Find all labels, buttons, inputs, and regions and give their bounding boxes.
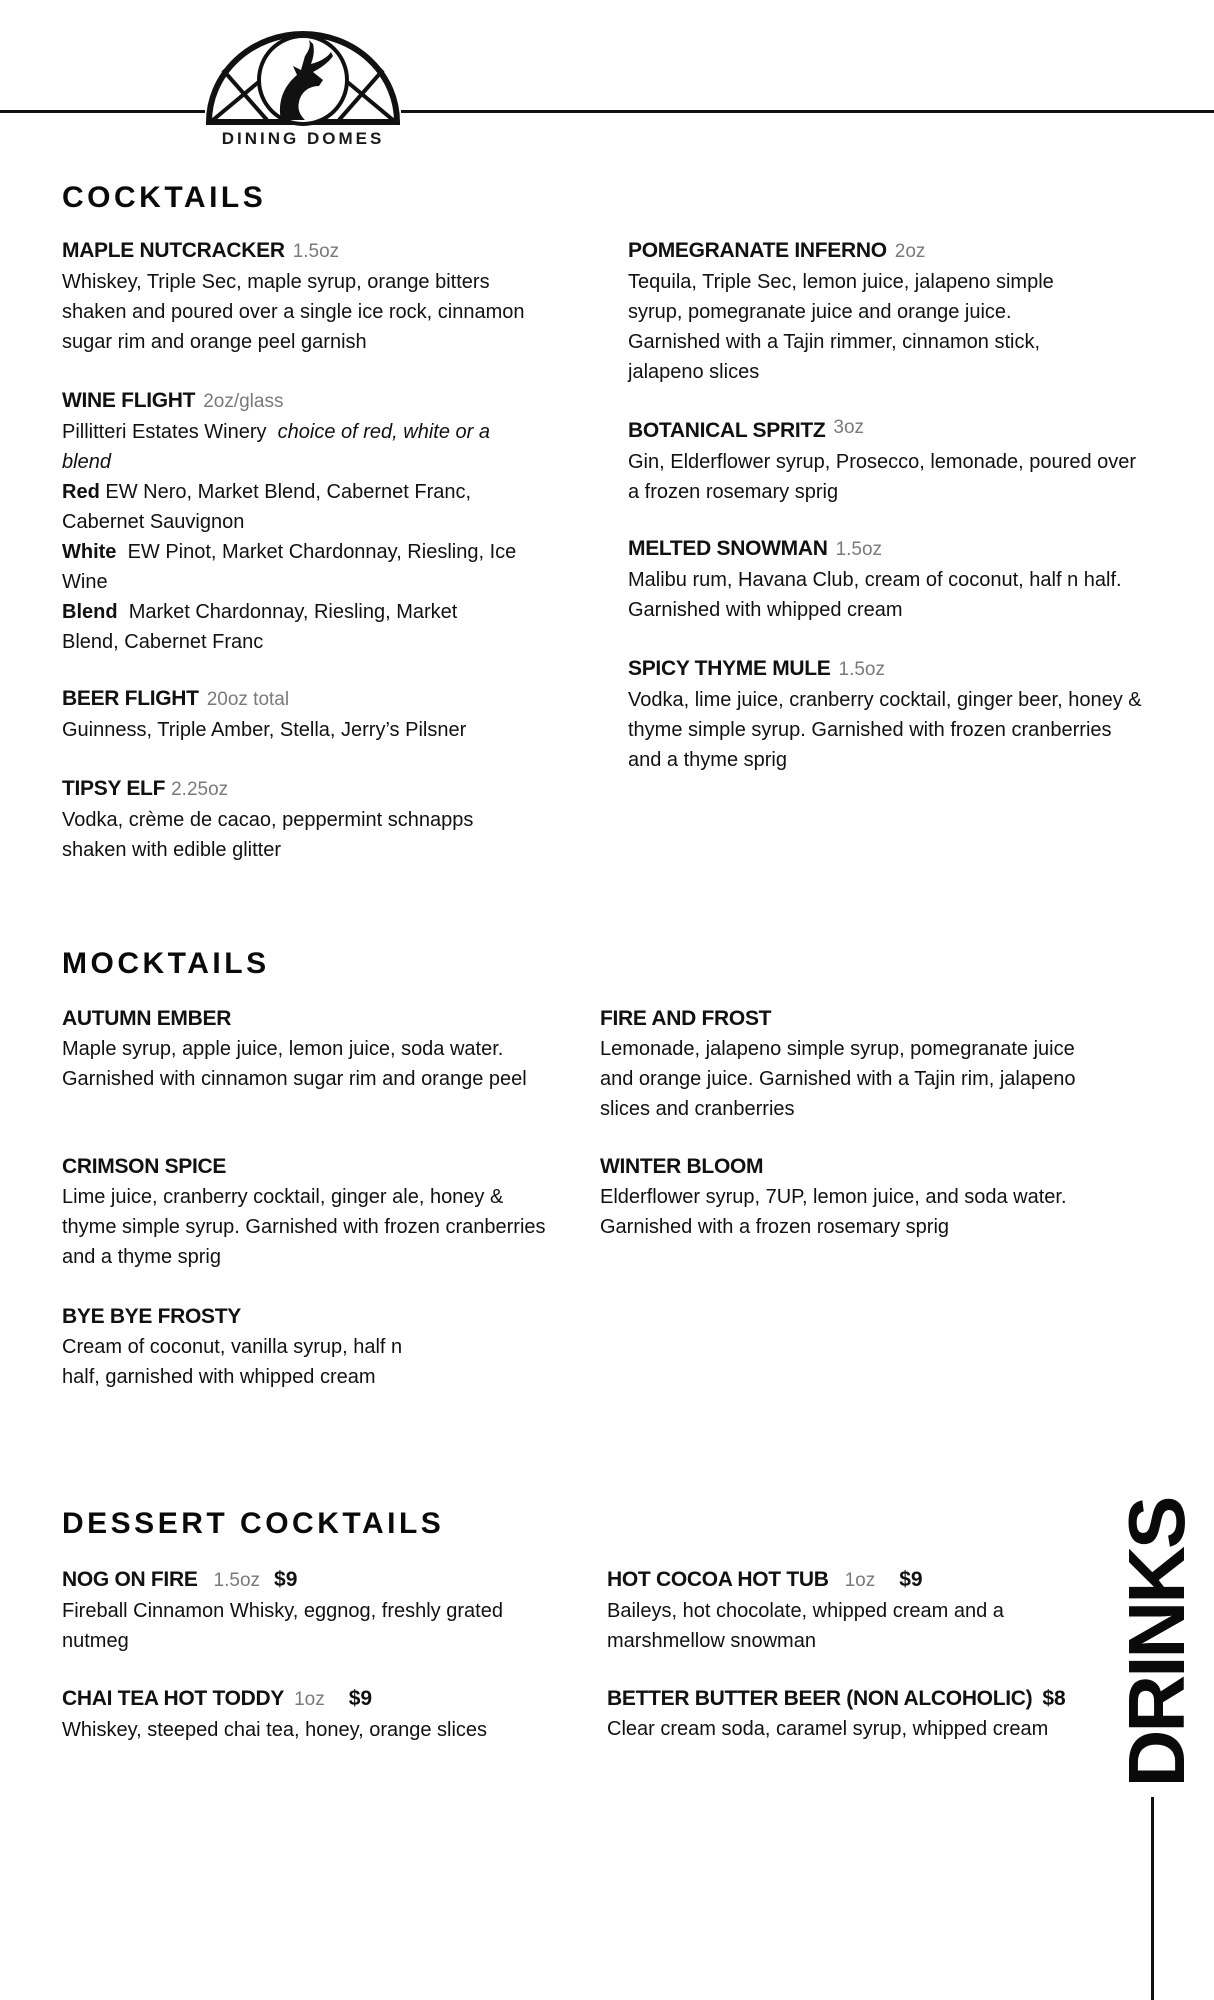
item-name: BYE BYE FROSTY bbox=[62, 1305, 241, 1328]
header-divider-line bbox=[0, 110, 1214, 113]
menu-item bbox=[62, 1152, 562, 1272]
item-description: Vodka, crème de cacao, peppermint schnapps shaken with edible glitter bbox=[62, 809, 474, 861]
item-description: Whiskey, Triple Sec, maple syrup, orange bitters shaken and poured over a single ice rock, cinnamon sugar rim and orange peel garnish bbox=[62, 271, 525, 353]
item-name: CHAI TEA HOT TODDY bbox=[62, 1687, 285, 1710]
item-size: 1.5oz bbox=[213, 1570, 261, 1591]
item-name: HOT COCOA HOT TUB bbox=[607, 1568, 829, 1591]
item-description: Guinness, Triple Amber, Stella, Jerry’s Pilsner bbox=[62, 719, 467, 741]
item-size: 2.25oz bbox=[171, 779, 229, 800]
item-description: Vodka, lime juice, cranberry cocktail, ginger beer, honey & thyme simple syrup. Garnished with frozen cranberries and a thyme sprig bbox=[628, 689, 1142, 771]
item-description: Gin, Elderflower syrup, Prosecco, lemonade, poured over a frozen rosemary sprig bbox=[628, 451, 1137, 503]
item-description: Clear cream soda, caramel syrup, whipped cream bbox=[607, 1718, 1049, 1740]
item-name: TIPSY ELF bbox=[62, 777, 166, 800]
menu-item bbox=[62, 774, 562, 865]
wine-option-label: White bbox=[62, 541, 117, 563]
menu-item bbox=[628, 416, 1148, 507]
item-size: 20oz total bbox=[206, 689, 290, 710]
item-name: BOTANICAL SPRITZ bbox=[628, 419, 826, 442]
dome-deer-logo-icon bbox=[205, 30, 401, 126]
wine-option-list: EW Nero, Market Blend, Cabernet Franc, Cabernet Sauvignon bbox=[62, 481, 472, 533]
item-name: MAPLE NUTCRACKER bbox=[62, 239, 285, 262]
brand-name: DINING DOMES bbox=[221, 129, 385, 148]
brand-logo bbox=[205, 30, 401, 154]
item-name: BETTER BUTTER BEER (NON ALCOHOLIC) bbox=[607, 1687, 1033, 1710]
item-name: POMEGRANATE INFERNO bbox=[628, 239, 887, 262]
item-description: Lime juice, cranberry cocktail, ginger ale, honey & thyme simple syrup. Garnished with frozen cranberries and a thyme sprig bbox=[62, 1186, 546, 1268]
item-name: WINE FLIGHT bbox=[62, 389, 196, 412]
section-title-mocktails: MOCKTAILS bbox=[62, 947, 270, 980]
item-name: FIRE AND FROST bbox=[600, 1007, 772, 1030]
item-name: NOG ON FIRE bbox=[62, 1568, 198, 1591]
item-description: Lemonade, jalapeno simple syrup, pomegranate juice and orange juice. Garnished with a Tajin rim, jalapeno slices and cranberries bbox=[600, 1038, 1076, 1120]
item-price: $8 bbox=[1042, 1687, 1066, 1710]
item-size: 1.5oz bbox=[838, 659, 885, 680]
menu-item bbox=[600, 1152, 1100, 1242]
item-size: 3oz bbox=[833, 417, 865, 438]
wine-option-list: Market Chardonnay, Riesling, Market Blend, Cabernet Franc bbox=[62, 601, 458, 653]
item-size: 2oz/glass bbox=[203, 391, 284, 412]
item-description: Fireball Cinnamon Whisky, eggnog, freshly grated nutmeg bbox=[62, 1600, 503, 1652]
item-description: Baileys, hot chocolate, whipped cream and a marshmellow snowman bbox=[607, 1600, 1004, 1652]
menu-item bbox=[62, 1565, 582, 1656]
wine-option-list: EW Pinot, Market Chardonnay, Riesling, Ice Wine bbox=[62, 541, 517, 593]
item-size: 1.5oz bbox=[835, 539, 883, 560]
item-description: Elderflower syrup, 7UP, lemon juice, and soda water. Garnished with a frozen rosemary sprig bbox=[600, 1186, 1067, 1238]
wine-option-label: Red bbox=[62, 481, 100, 503]
menu-item bbox=[62, 1302, 562, 1392]
item-name: SPICY THYME MULE bbox=[628, 657, 831, 680]
menu-item bbox=[628, 236, 1148, 387]
item-description: Maple syrup, apple juice, lemon juice, soda water. Garnished with cinnamon sugar rim and orange peel bbox=[62, 1038, 527, 1090]
side-label-drinks bbox=[1112, 1498, 1201, 1788]
menu-item bbox=[62, 684, 562, 745]
menu-item bbox=[600, 1004, 1100, 1124]
section-title-dessert-cocktails: DESSERT COCKTAILS bbox=[62, 1507, 445, 1540]
item-size: 1oz bbox=[294, 1689, 325, 1710]
wine-choice-note: choice of red, white or a blend bbox=[62, 421, 490, 473]
item-size: 2oz bbox=[894, 241, 926, 262]
menu-item bbox=[62, 1004, 562, 1094]
menu-item bbox=[62, 1684, 582, 1745]
menu-item bbox=[607, 1684, 1087, 1744]
item-description: Malibu rum, Havana Club, cream of coconut, half n half. Garnished with whipped cream bbox=[628, 569, 1122, 621]
item-description: Cream of coconut, vanilla syrup, half n half, garnished with whipped cream bbox=[62, 1336, 403, 1388]
item-name: MELTED SNOWMAN bbox=[628, 537, 828, 560]
menu-item bbox=[628, 654, 1148, 775]
item-name: AUTUMN EMBER bbox=[62, 1007, 232, 1030]
item-name: CRIMSON SPICE bbox=[62, 1155, 227, 1178]
item-size: 1.5oz bbox=[292, 241, 340, 262]
item-description: Tequila, Triple Sec, lemon juice, jalapeno simple syrup, pomegranate juice and orange juice. Garnished with a Tajin rimmer, cinnamon stick, jalapeno slices bbox=[628, 271, 1054, 383]
menu-item bbox=[607, 1565, 1087, 1656]
section-title-cocktails: COCKTAILS bbox=[62, 181, 267, 214]
winery-name: Pillitteri Estates Winery bbox=[62, 421, 267, 443]
menu-item bbox=[62, 236, 562, 357]
menu-item-wine-flight bbox=[62, 386, 562, 657]
item-name: BEER FLIGHT bbox=[62, 687, 199, 710]
side-label-text: DRINKS bbox=[1112, 1498, 1201, 1788]
item-price: $9 bbox=[274, 1568, 298, 1591]
wine-option-label: Blend bbox=[62, 601, 118, 623]
side-divider-line bbox=[1151, 1797, 1154, 2000]
item-price: $9 bbox=[348, 1687, 373, 1710]
menu-item bbox=[628, 534, 1148, 625]
item-name: WINTER BLOOM bbox=[600, 1155, 764, 1178]
item-price: $9 bbox=[899, 1568, 923, 1591]
item-size: 1oz bbox=[844, 1570, 876, 1591]
item-description: Whiskey, steeped chai tea, honey, orange slices bbox=[62, 1719, 488, 1741]
